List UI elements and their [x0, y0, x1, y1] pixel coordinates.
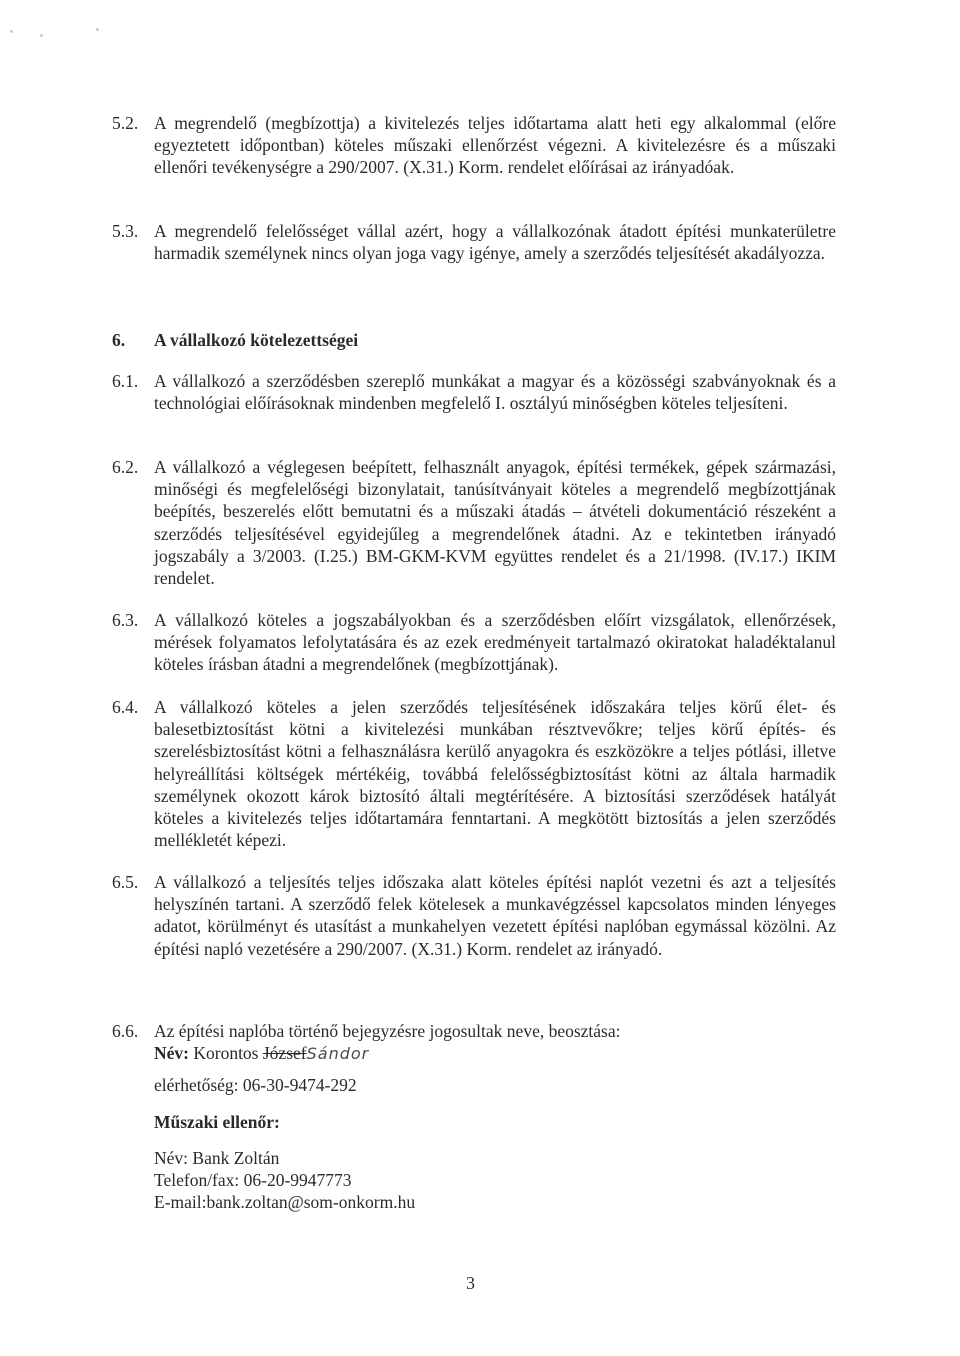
section-number: 5.2.: [112, 113, 139, 133]
section-6-6: [112, 1020, 836, 1213]
section-number: 6.3.: [112, 610, 139, 630]
scan-speck: [40, 34, 43, 37]
section-text: A megrendelő (megbízottja) a kivitelezés teljes időtartama alatt heti egy alkalommal (előre egyeztetett időpontban) köteles műszaki ellenőrzést végezni. A kivitelezésre és a műszaki ellenőri tevékenységre a 290/2007. (X.31.) Korm. rendelet előírásai az irányadóak.: [154, 113, 836, 178]
section-text: [154, 1020, 836, 1213]
section-number: 6.4.: [112, 697, 139, 717]
section-6-2: [112, 456, 836, 589]
section-text: A vállalkozó a teljesítés teljes időszaka alatt köteles építési naplót vezetni és azt a teljesítés helyszínén tartani. A szerződő felek kötelesek a munkavégzéssel kapcsolatos minden lényeges adatot, körülményt és utasítást a munkahelyen vezetett építési naplóban egymással közölni. Az építési napló vezetésére a 290/2007. (X.31.) Korm. rendelet az irányadó.: [154, 872, 836, 959]
section-6-4: [112, 696, 836, 851]
inspector-phone: Telefon/fax: 06-20-9947773: [154, 1170, 352, 1191]
inspector-name: Név: Bank Zoltán: [154, 1147, 280, 1168]
name-label: Név:: [154, 1043, 189, 1064]
chapter-heading: [112, 329, 358, 351]
section-5-2: [112, 112, 836, 179]
section-6-5: [112, 871, 836, 960]
section-text: A vállalkozó a véglegesen beépített, felhasznált anyagok, építési termékek, gépek származási, minőségi és megfelelőségi bizonylatait, tanúsítványait köteles a megrendelő megbízottjának beépítés, beszerelés előtt bemutatni és a műszaki átadás – átvételi dokumentáció részeként a szerződés teljesítésével egyidejűleg a megrendelőnek átadni. Az e tekintetben irányadó jogszabály a 3/2003. (I.25.) BM-GKM-KVM együttes rendelet és a 21/1998. (IV.17.) IKIM rendelet.: [154, 457, 836, 589]
section-6-3: [112, 609, 836, 676]
handwritten-first-name: Sándor: [306, 1044, 370, 1064]
section-text: A vállalkozó a szerződésben szereplő munkákat a magyar és a közösségi szabványoknak és a technológiai előírásoknak mindenben megfelelő I. osztályú minőségben köteles teljesíteni.: [154, 371, 836, 414]
chapter-number: 6.: [112, 330, 126, 350]
entry-rights-intro: Az építési naplóba történő bejegyzésre jogosultak neve, beosztása:: [154, 1021, 621, 1041]
scan-speck: [96, 28, 99, 31]
chapter-title: A vállalkozó kötelezettségei: [154, 330, 359, 350]
section-number: 6.6.: [112, 1021, 139, 1041]
section-5-3: [112, 220, 836, 264]
section-number: 6.1.: [112, 371, 139, 391]
section-6-1: [112, 370, 836, 414]
scan-speck: [10, 30, 13, 33]
section-number: 5.3.: [112, 221, 139, 241]
inspector-heading: Műszaki ellenőr:: [154, 1111, 280, 1132]
section-text: A megrendelő felelősséget vállal azért, hogy a vállalkozónak átadott építési munkaterületre harmadik személynek nincs olyan joga vagy igénye, amely a szerződés teljesítését akadályozza.: [154, 221, 836, 264]
name-value: Korontos: [193, 1043, 259, 1064]
contact-phone: elérhetőség: 06-30-9474-292: [154, 1075, 357, 1096]
struck-first-name: József: [262, 1043, 307, 1064]
section-number: 6.5.: [112, 872, 139, 892]
page-number: 3: [466, 1273, 475, 1293]
section-text: A vállalkozó köteles a jelen szerződés teljesítésének időszakára teljes körű élet- és balesetbiztosítást kötni a kivitelezési munkában résztvevőkre; teljes körű építés- és szerelésbiztosítást kötni a felhasználásra kerülő anyagokra és eszközökre a teljes pótlási, illetve helyreállítási költségek mértékéig, továbbá felelősségbiztosítást kötni az általa harmadik személynek okozott károk biztosító általi megtérítésére. A biztosítási szerződések hatályát köteles a kivitelezés teljes időtartamára fenntartani. A megkötött biztosítás a jelen szerződés mellékletét képezi.: [154, 697, 836, 851]
section-number: 6.2.: [112, 457, 139, 477]
section-text: A vállalkozó köteles a jogszabályokban és a szerződésben előírt vizsgálatok, ellenőrzések, mérések folyamatos lefolytatására és az ezek eredményeit tartalmazó okiratokat haladéktalanul köteles írásban átadni a megrendelőnek (megbízottjának).: [154, 610, 836, 675]
contractor-name-line: [154, 1042, 836, 1065]
inspector-email: E-mail:bank.zoltan@som-onkorm.hu: [154, 1192, 416, 1213]
